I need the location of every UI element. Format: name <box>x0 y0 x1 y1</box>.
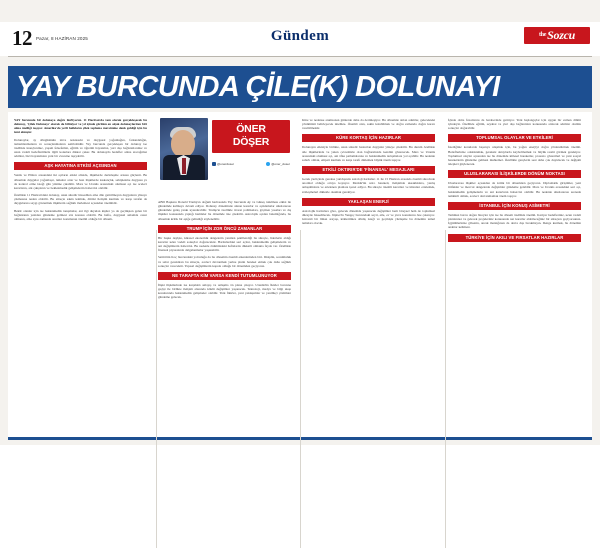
section-subheading: YAKLAŞAN ENERJİ <box>302 198 435 206</box>
article-column-4 <box>448 118 581 434</box>
article-paragraph: Satürn'ün Koç burcundaki yolculuğu da bu dönemin önemli etkenlerinden biri. Disiplin, sorumluluk ve sabır gerektiren bu süreçte, aceleci davranmak yerine planlı hareket etmek çok daha sağlıklı sonuçlar verecektir. Yapısal değişimlerin kapıda olduğu bir dönemden geçiyoruz. <box>158 255 291 268</box>
article-paragraph: ABD Başkanı Donald Trump'ın doğum haritasında Yay burcunda Ay ve Güneş tutulması etkisi ile gündemde kalmaya devam ediyor. Dolunay döneminde alınan kararlar ve açıklamalar uluslararası gündemde geniş yankı uyandırabilir. Trump'ın özellikle ticaret politikaları, göçmen yasaları ve dış ilişkiler konusunda yaptığı hamleler bu dönemde öne çıkabilir. Astrolojik açıdan bakıldığında, bu dönemde kritik bir eşiğe gelindiği söylenebilir. <box>158 200 291 221</box>
section-subheading: İSTANBUL İÇİN KONUŞ ASİMETRİ <box>448 202 581 210</box>
article-paragraph: Bekâr olanlar için ise beklenmedik tanışmalar, ani ilgi duyulan kişiler ya da geçmişten gelen bir bağlantının yeniden gündeme gelmesi söz konusu olabilir. Bu hafta, duygusal anlamda cesur olmanın, ama aynı zamanda sınırları korumanın önemli olduğu bir dönem. <box>14 208 147 221</box>
section-subheading: ULUSLARARASI İLİŞKİLERDE DÖNÜM NOKTASI <box>448 170 581 178</box>
logo-wordmark: Sozcu <box>547 28 575 42</box>
article-paragraph: Gerek yurtiçinde gerekse yurtdışında astroloji haritaları 11 ile 15 Haziran arasında önemli sürecinde anormal olduğu ortaya koyuyor. Merkür'ün retro hareketi, iletişimde aksaklıklara, yanlış anlaşılmalara ve ertelenen planlara işaret ediyor. Bu süreçte önemli kararları ve imzaları ertelemek, sözleşmeleri dikkatle okumak gerekiyor. <box>302 177 435 194</box>
column-divider-3 <box>445 230 446 548</box>
logo-prefix: the <box>539 32 547 38</box>
author-photo-tie <box>182 158 186 174</box>
column-divider-2 <box>300 230 301 548</box>
masthead-rule <box>8 56 592 57</box>
section-subheading: TRUMP İÇİN ZOR ÖNCÜ ZAMANLAR <box>158 225 291 233</box>
author-social-handles <box>212 162 290 166</box>
article-column-1 <box>14 118 147 434</box>
article-paragraph: Uluslararası ilişkiler açısından da kritik bir dönemden geçiyoruz. Diplomatik girişimler, yeni ittifaklar ve mevcut dengelerde değişimler gündeme gelebilir. Mars ve Uranüs arasındaki sert açı, beklenmedik gelişmelerin ve ani kararların habercisi olabilir. Bu nedenle uluslararası arenada temkinli olmak, aceleci davranmamak önem taşıyor. <box>448 181 581 198</box>
publication-date: Pazar, 8 HAZİRAN 2025 <box>36 36 88 41</box>
section-title: Gündem <box>270 28 330 44</box>
article-paragraph: İstediğiniz konularda başarıya ulaşmak için, bu yoğun enerjiyi doğru yönlendirmek önemli. Hedeflerinize odaklanmak, gereksiz detaylarda kaybolmamak ve büyük resmi görmek gerekiyor. Toplumsal olaylar açısından ise bu dönemde kitlesel hareketler, protesto gösterileri ve yeni sosyal hareketlerin gündeme gelmesi muhtemel. Özellikle gençlerin sesi daha çok duyulacak ve değişim talepleri güçlenecek. <box>448 145 581 167</box>
twitter-handle-label: @oner_doser <box>271 162 290 166</box>
section-subheading: TOPLUMSAL OLAYLAR VE ETKİLERİ <box>448 134 581 142</box>
page-title: YAY BURCUNDA ÇİLE(K) DOLUNAYI <box>16 71 500 103</box>
article-column-2 <box>158 118 291 434</box>
twitter-icon <box>266 162 270 166</box>
section-subheading: ETKİLİ OKTIRIR'DE 'FİNANSAL' MESAJLARI <box>302 166 435 174</box>
article-paragraph: Temmuz burcu doğan bireyler için ise bu dönem özellikle önemli. Kariyer hedefleriniz, uzun vadeli planlarınız ve gelecek projeleriniz konusunda net kararlar alabileceğiniz bir süreçten geçiyorsunuz. İçgüdülerinize güvenin, ancak mantığınızı da devre dışı bırakmayın. Denge kurmak, bu dönemin anahtar kelimesi. <box>448 212 581 230</box>
facebook-handle[interactable] <box>212 162 234 166</box>
article-paragraph: Dolunaylar, ay döngüsünün zirve noktasıdır ve duygusal yoğunluğun, farkındalığın, tamamlanmaların ve sonuçlanmaların sembolüdür. Yay burcunda gerçekleşen bir dolunay ise özellikle inançlarımız, yaşam felsefemiz, eğitim ve öğretim hayatımız, yurt dışı bağlantılarımız ve uzun vadeli hedeflerimizle ilgili konulara dikkat çeker. Bu dolunayda hedefler adına atacağımız adımlar, bizi hayatımızın yeni bir evresine taşıyabilir. <box>14 137 147 159</box>
author-name <box>212 120 290 153</box>
article-paragraph: İçinde olma fırsatlarını da beraberinde getiriyor. Yeni başlangıçlar için uygun bir zaman dilimi içindeyiz. Özellikle eğitim, seyahat ve yurt dışı bağlantıları konusunda atılacak adımlar olumlu sonuçlar doğurabilir. <box>448 118 581 131</box>
article-paragraph: Özellikle 11 Haziran'daki dolunay, uzun süredir hissedilen ama dile getirilmeyen duyguların yüzeye çıkmasına neden olabilir. Bu süreçte sakin kalmak, dürüst iletişim kurmak ve karşı tarafın da duygularına saygı göstermek ilişkilerin sağlıklı ilerlemesi açısından önemlidir. <box>14 193 147 206</box>
article-paragraph: İlişki ilişkilerinde ise karşılıklı anlayış ve uzlaşma ön plana çıkıyor. Uranüs'ün İkizler burcuna geçişi ile birlikte iletişim alanında köklü değişimler yaşanacak. Teknoloji, medya ve bilgi akışı konularında beklenmedik gelişmeler olabilir. Yeni fikirler, yeni yaklaşımlar ve yenilikçi çözümler gündeme gelecek. <box>158 282 291 300</box>
facebook-icon <box>212 162 216 166</box>
author-photo <box>160 118 208 180</box>
author-photo-head <box>171 130 195 157</box>
article-body <box>8 112 592 440</box>
author-box <box>158 118 291 196</box>
facebook-handle-label: @onerdoser <box>217 162 235 166</box>
section-subheading: AŞK HAYATINA ETKİSİ AÇISINDAN <box>14 162 147 170</box>
column-divider-1 <box>156 230 157 548</box>
page-number: 12 <box>12 26 32 50</box>
section-subheading: KÜRE KORTAŞ İÇİN HAZIRLAR <box>302 134 435 142</box>
article-paragraph: Bir başka deyişle, küresel ekonomik dengelerin yeniden şekillendiği bu süreçte, liderlerin aldığı kararlar uzun vadeli sonuçlar doğuracaktır. Haritalardaki sert açılar, beklenmedik gelişmelerin ve ani değişimlerin habercisi. Bu nedenle önümüzdeki haftalarda dikkatli olmakta fayda var. Özellikle finansal piyasalarda dalgalanmalar yaşanabilir. <box>158 235 291 253</box>
article-paragraph: Küre ve nedense anımsanan günlerde daha da derinleşiyor. Bu dönemde atılan adımlar, gelecekteki yönümüzü belirleyecek nitelikte. Önemli olan, sakin kalabilmek ve doğru zamanda doğru kararı verebilmektir. <box>302 118 435 131</box>
article-paragraph: Dolunayın etkisiyle birlikte, uzun süredir bastırılan duygular yüzeye çıkabilir. Bu durum özellikle aile ilişkilerinde ve yakın çevremizle olan bağlarımızda kendini gösterecek. Mars ve Uranüs arasındaki olumsuz açı, ani öfke patlamalarına ve beklenmedik tartışmalara yol açabilir. Bu nedenle sabırlı olmak, empati kurmak ve karşı tarafı dinlemek büyük önem taşıyor. <box>302 145 435 162</box>
article-paragraph: YAY burcunda bir dolunaya doğru ilerliyoruz. 11 Haziran'da tam olarak gerçekleşecek bu dolunay, 'Çilek Dolunayı' olarak da biliniyor ve yıl içinde görülen en alçak dolunaylardan biri olma özelliği taşıyor. Amerika'da yerli halkların çilek toplama mevsimine denk geldiği için bu ismi almıştır. <box>14 118 147 135</box>
sozcu-logo <box>524 27 590 44</box>
author-first-name: ÖNER <box>236 123 266 135</box>
section-subheading: TÜRKİYE İÇİN AKILI VE FIRSATLAR HAZIRLAR <box>448 234 581 242</box>
section-subheading: NE TARAFTA KİM VARSA KENDİ TUTUMLUNUYOR <box>158 272 291 280</box>
author-last-name: DÖŞER <box>232 136 270 148</box>
twitter-handle[interactable] <box>266 162 290 166</box>
article-paragraph: Astrolojik haritalara göre, gelecek dönemde yaşanacak değişimler hem bireysel hem de toplumsal düzeyde hissedilecek. Jüpiter'in Yengeç burcundaki seyri, aile, ev ve yuva konularını öne çıkarıyor. Güvenli bir liman arayışı, köklerimize dönüş isteği ve geçmişle yüzleşme bu dönemin temel temaları olacak. <box>302 208 435 226</box>
article-paragraph: Venüs ve Plüton arasındaki iki açıların etkisi altında, ilişkilerde derinleşme arzusu güçlenir. Bu dönemde duygular yoğunlaşır, tutkular artar ve bazı ilişkilerde kıskançlık, sahiplenme duygusu ya da kontrol etme isteği gün yüzüne çıkabilir. Mars ve Uranüs arasındaki olumsuz açı ise aceleci kararların, ani çıkışların ve beklenmedik gelişmelerin habercisi olabilir. <box>14 173 147 190</box>
article-column-3 <box>302 118 435 434</box>
